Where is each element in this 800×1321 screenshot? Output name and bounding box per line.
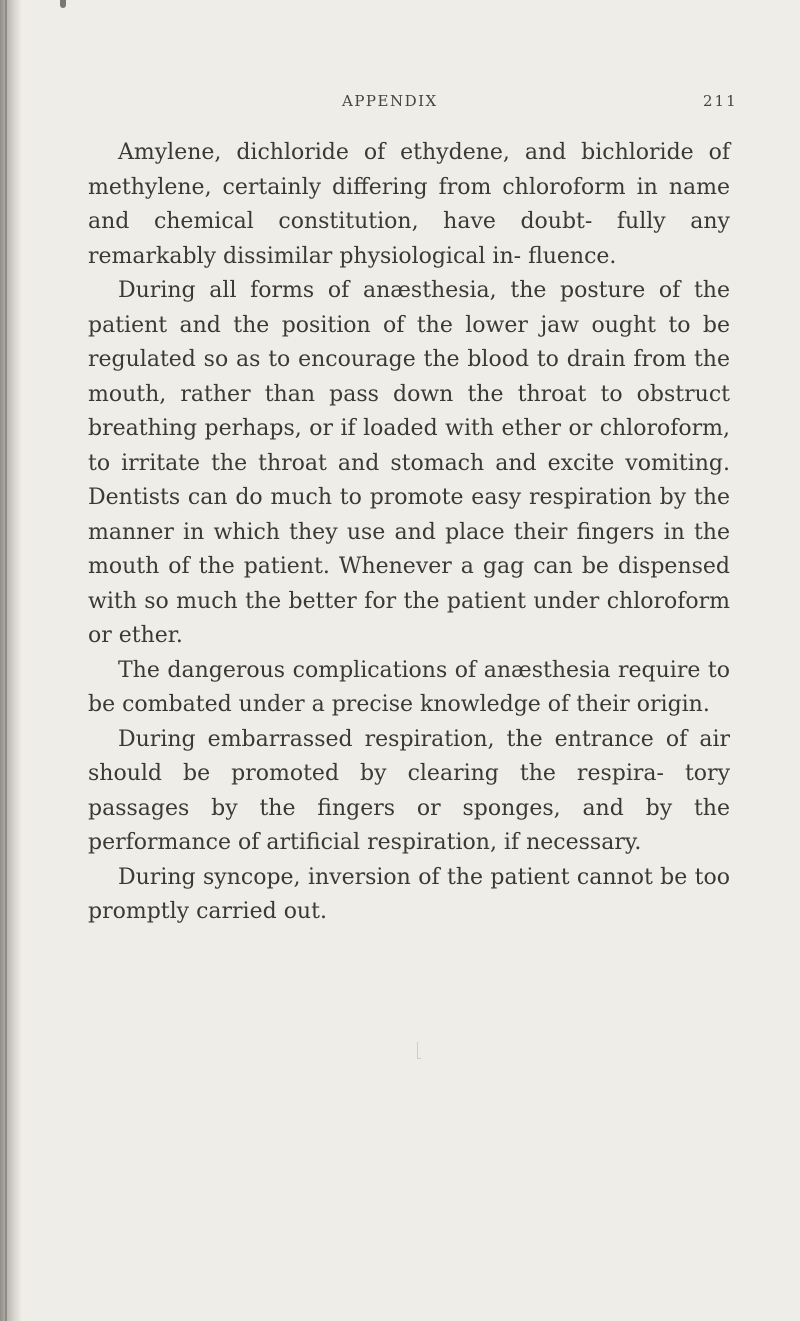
paragraph-respiration: During embarrassed respiration, the entrance of air should be promoted by clearing the respira- tory passages by the fingers or sponges, and by the performance of artificial respiration, if necessary. [88, 726, 730, 855]
page-number: 211 [703, 92, 738, 110]
page-header [0, 92, 800, 122]
page-binding-edge [0, 0, 22, 1321]
paragraph-posture: During all forms of anæsthesia, the posture of the patient and the position of the lower jaw ought to be regulated so as to encourage the blood to drain from the mouth, rather than pass down the throat to obstruct breathing perhaps, or if loaded with ether or chloroform, to irritate the throat and stomach and excite vomiting. Dentists can do much to promote easy respiration by the manner in which they use and place their fingers in the mouth of the patient. Whenever a gag can be dispensed with so much the better for the patient under chloroform or ether. [88, 278, 730, 648]
running-head: APPENDIX [342, 92, 438, 110]
page-top-mark [60, 0, 66, 8]
paragraph-amylene: Amylene, dichloride of ethydene, and bichloride of methylene, certainly differing from chloroform in name and chemical constitution, have doubt- fully any remarkably dissimilar physiological in- fluence. [88, 140, 730, 269]
stray-ink-mark [417, 1042, 421, 1059]
paragraph-complications: The dangerous complications of anæsthesia require to be combated under a precise knowledge of their origin. [88, 657, 730, 717]
paragraph-syncope: During syncope, inversion of the patient cannot be too promptly carried out. [88, 864, 730, 924]
body-text [88, 136, 730, 930]
binding-shadow-line [5, 0, 7, 1321]
